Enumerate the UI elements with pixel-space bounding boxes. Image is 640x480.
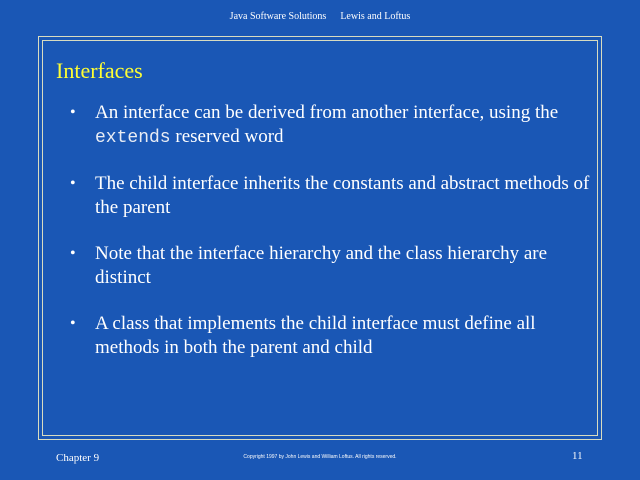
bullet-list	[70, 101, 590, 382]
slide-header	[0, 11, 640, 22]
bullet-item	[70, 172, 590, 220]
bullet-text: Note that the interface hierarchy and the class hierarchy are distinct	[95, 243, 548, 288]
bullet-text-after: reserved word	[170, 126, 284, 147]
chapter-label: Chapter 9	[56, 452, 100, 464]
copyright-notice: Copyright 1997 by John Lewis and William Loftus. All rights reserved.	[243, 454, 397, 460]
bullet-item	[70, 312, 590, 360]
code-keyword: extends	[95, 128, 171, 148]
bullet-text: The child interface inherits the constants and abstract methods of the parent	[95, 173, 590, 218]
bullet-dot-icon: •	[70, 175, 76, 192]
bullet-item	[70, 242, 590, 290]
bullet-text-before: An interface can be derived from another interface, using the	[95, 102, 559, 123]
bullet-dot-icon: •	[70, 315, 76, 332]
bullet-text: A class that implements the child interface must define all methods in both the parent and child	[95, 313, 536, 358]
bullet-dot-icon: •	[70, 245, 76, 262]
page-number: 11	[572, 450, 583, 462]
book-authors: Lewis and Loftus	[340, 11, 411, 22]
slide-title: Interfaces	[56, 58, 143, 83]
bullet-dot-icon: •	[70, 104, 76, 121]
book-title: Java Software Solutions	[229, 11, 327, 22]
bullet-item	[70, 101, 590, 150]
